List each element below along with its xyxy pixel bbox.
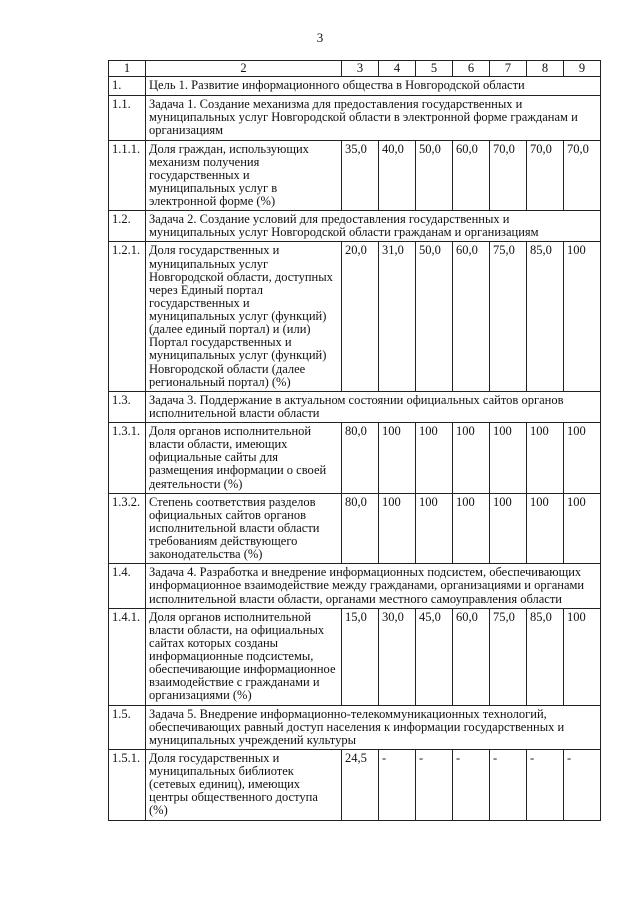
value-cell: 80,0 <box>342 423 379 494</box>
row-number: 1.5. <box>109 705 146 749</box>
row-number: 1.3. <box>109 391 146 422</box>
value-cell: - <box>564 749 601 820</box>
row-number: 1.4. <box>109 564 146 608</box>
value-cell: 100 <box>564 493 601 564</box>
task-row <box>109 705 601 749</box>
value-cell: 100 <box>453 493 490 564</box>
value-cell: 100 <box>527 423 564 494</box>
value-cell: 100 <box>490 423 527 494</box>
value-cell: 50,0 <box>416 242 453 391</box>
value-cell: 40,0 <box>379 140 416 211</box>
value-cell: 100 <box>527 493 564 564</box>
value-cell: 60,0 <box>453 242 490 391</box>
header-cell: 3 <box>342 61 379 77</box>
row-number: 1.4.1. <box>109 608 146 705</box>
task-row <box>109 564 601 608</box>
value-cell: 100 <box>416 493 453 564</box>
indicator-name: Доля органов исполнительной власти области, имеющих официальные сайты для размещения информации о своей деятельности (%) <box>146 423 342 494</box>
value-cell: 20,0 <box>342 242 379 391</box>
task-text: Задача 4. Разработка и внедрение информационных подсистем, обеспечивающих информационное взаимодействие между гражданами, организациями и органами исполнительной власти области, органами местного самоуправления области <box>146 564 601 608</box>
indicator-row <box>109 608 601 705</box>
value-cell: 100 <box>564 608 601 705</box>
indicator-name: Доля граждан, использующих механизм получения государственных и муниципальных услуг в электронной форме (%) <box>146 140 342 211</box>
value-cell: 70,0 <box>527 140 564 211</box>
value-cell: 45,0 <box>416 608 453 705</box>
indicator-name: Степень соответствия разделов официальных сайтов органов исполнительной власти области требованиям действующего законодательства (%) <box>146 493 342 564</box>
header-cell: 6 <box>453 61 490 77</box>
value-cell: 15,0 <box>342 608 379 705</box>
row-number: 1.3.1. <box>109 423 146 494</box>
value-cell: 80,0 <box>342 493 379 564</box>
header-cell: 1 <box>109 61 146 77</box>
row-number: 1.5.1. <box>109 749 146 820</box>
value-cell: 100 <box>416 423 453 494</box>
value-cell: 50,0 <box>416 140 453 211</box>
value-cell: - <box>379 749 416 820</box>
value-cell: 100 <box>453 423 490 494</box>
indicator-name: Доля государственных и муниципальных услуг Новгородской области, доступных через Единый портал государственных и муниципальных услуг (функций) (далее единый портал) и (или) Портал государственных и муниципальных услуг (функций) Новгородской области (далее региональный портал) (%) <box>146 242 342 391</box>
value-cell: 30,0 <box>379 608 416 705</box>
value-cell: 85,0 <box>527 242 564 391</box>
header-cell: 4 <box>379 61 416 77</box>
value-cell: - <box>490 749 527 820</box>
row-number: 1.1.1. <box>109 140 146 211</box>
row-number: 1. <box>109 77 146 96</box>
indicator-name: Доля государственных и муниципальных библиотек (сетевых единиц), имеющих центры общественного доступа (%) <box>146 749 342 820</box>
header-cell: 2 <box>146 61 342 77</box>
value-cell: 70,0 <box>564 140 601 211</box>
task-row <box>109 391 601 422</box>
header-cell: 7 <box>490 61 527 77</box>
header-cell: 5 <box>416 61 453 77</box>
value-cell: - <box>416 749 453 820</box>
task-text: Задача 2. Создание условий для предоставления государственных и муниципальных услуг Новгородской области гражданам и организациям <box>146 211 601 242</box>
value-cell: 75,0 <box>490 608 527 705</box>
value-cell: 35,0 <box>342 140 379 211</box>
row-number: 1.2.1. <box>109 242 146 391</box>
value-cell: - <box>453 749 490 820</box>
indicator-row <box>109 140 601 211</box>
value-cell: 100 <box>564 423 601 494</box>
indicator-row <box>109 493 601 564</box>
task-text: Задача 3. Поддержание в актуальном состоянии официальных сайтов органов исполнительной власти области <box>146 391 601 422</box>
value-cell: 70,0 <box>490 140 527 211</box>
indicator-row <box>109 242 601 391</box>
task-row <box>109 96 601 140</box>
indicator-name: Доля органов исполнительной власти области, на официальных сайтах которых созданы информационные подсистемы, обеспечивающие информационное взаимодействие с гражданами и организациями (%) <box>146 608 342 705</box>
value-cell: 85,0 <box>527 608 564 705</box>
row-number: 1.1. <box>109 96 146 140</box>
value-cell: 75,0 <box>490 242 527 391</box>
goal-row <box>109 77 601 96</box>
goal-text: Цель 1. Развитие информационного общества в Новгородской области <box>146 77 601 96</box>
task-row <box>109 211 601 242</box>
row-number: 1.3.2. <box>109 493 146 564</box>
indicator-row <box>109 749 601 820</box>
value-cell: 60,0 <box>453 608 490 705</box>
table-body <box>109 61 601 821</box>
row-number: 1.2. <box>109 211 146 242</box>
value-cell: 60,0 <box>453 140 490 211</box>
header-cell: 8 <box>527 61 564 77</box>
task-text: Задача 1. Создание механизма для предоставления государственных и муниципальных услуг Новгородской области в электронной форме гражданам и организациям <box>146 96 601 140</box>
value-cell: 24,5 <box>342 749 379 820</box>
task-text: Задача 5. Внедрение информационно-телекоммуникационных технологий, обеспечивающих равный доступ населения к информации государственных и муниципальных учреждений культуры <box>146 705 601 749</box>
value-cell: - <box>527 749 564 820</box>
header-cell: 9 <box>564 61 601 77</box>
value-cell: 100 <box>379 423 416 494</box>
value-cell: 31,0 <box>379 242 416 391</box>
page-number: 3 <box>316 30 324 45</box>
indicator-row <box>109 423 601 494</box>
value-cell: 100 <box>490 493 527 564</box>
value-cell: 100 <box>564 242 601 391</box>
header-row <box>109 61 601 77</box>
value-cell: 100 <box>379 493 416 564</box>
indicators-table <box>108 60 601 821</box>
